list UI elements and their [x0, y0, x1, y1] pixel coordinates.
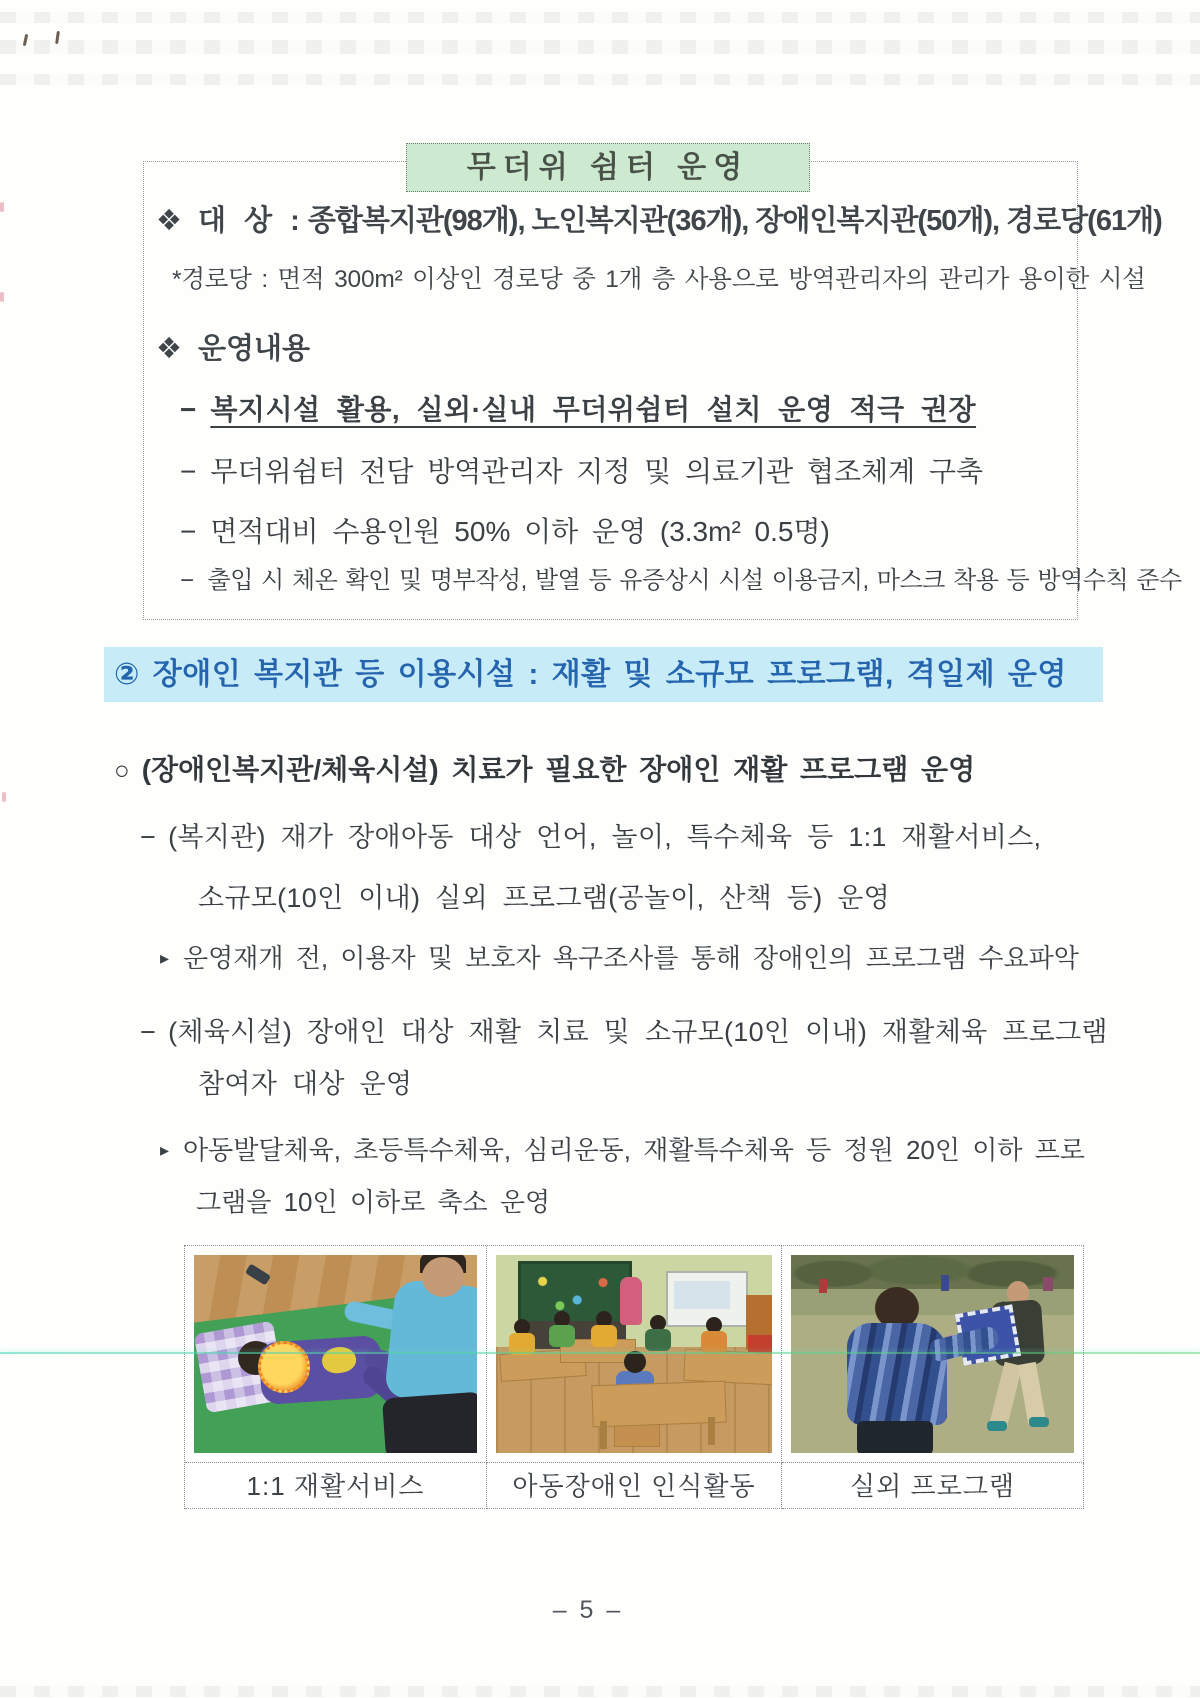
dash-bullet-icon: −	[180, 567, 194, 594]
program-para-text: (체육시설) 장애인 대상 재활 치료 및 소규모(10인 이내) 재활체육 프로그램	[168, 1017, 1108, 1047]
photo-cell	[782, 1246, 1084, 1463]
shelter-item-text: 무더위쉼터 전담 방역관리자 지정 및 의료기관 협조체계 구축	[210, 456, 984, 487]
photo-table	[184, 1245, 1084, 1509]
scan-artifact-line	[0, 1352, 1200, 1354]
program-note-text: 아동발달체육, 초등특수체육, 심리운동, 재활특수체육 등 정원 20인 이하 프로	[183, 1135, 1085, 1165]
child-figure	[645, 1329, 671, 1351]
dash-bullet-icon: −	[180, 516, 197, 547]
triangle-bullet-icon: ▸	[160, 1140, 170, 1160]
child-legs	[857, 1421, 933, 1453]
photo-cell	[487, 1246, 782, 1463]
child-figure	[591, 1325, 617, 1347]
shelter-item-text: 면적대비 수용인원 50% 이하 운영 (3.3m² 0.5명)	[210, 516, 830, 547]
section-banner	[104, 647, 1103, 702]
program-note-line	[160, 1130, 1085, 1167]
scan-speck	[0, 202, 4, 212]
dash-bullet-icon: −	[140, 822, 157, 852]
instructor-shoe	[987, 1421, 1007, 1431]
therapist-head	[422, 1257, 464, 1297]
shelter-item-text: 복지시설 활용, 실외·실내 무더위쉼터 설치 운영 적극 권장	[210, 394, 977, 425]
distant-figure	[1043, 1277, 1053, 1291]
dash-bullet-icon: −	[180, 394, 197, 425]
shelter-item-text: 출입 시 체온 확인 및 명부작성, 발열 등 유증상시 시설 이용금지, 마스크 착용 등 방역수칙 준수	[207, 567, 1182, 594]
desk-leg	[708, 1417, 715, 1445]
scan-noise-band	[0, 1686, 1200, 1697]
child-striped-hoodie	[847, 1323, 947, 1425]
target-value: 종합복지관(98개), 노인복지관(36개), 장애인복지관(50개), 경로당(61개)	[307, 205, 1162, 237]
dash-bullet-icon: −	[140, 1017, 157, 1047]
tree-line	[791, 1255, 1074, 1289]
page-number: – 5 –	[552, 1596, 624, 1624]
scan-noise-band	[0, 12, 1200, 23]
shelter-item-row	[180, 450, 983, 490]
circle-bullet-icon: ○	[114, 755, 130, 785]
scan-noise-band	[0, 74, 1200, 85]
target-row	[156, 198, 1162, 239]
photo-rehab-service	[194, 1255, 477, 1453]
scan-speck	[2, 792, 6, 802]
dash-bullet-icon: −	[180, 456, 197, 487]
distant-figure	[941, 1275, 949, 1291]
operation-contents-row	[156, 326, 310, 367]
section-banner-text: ② 장애인 복지관 등 이용시설 : 재활 및 소규모 프로그램, 격일제 운영	[114, 658, 1067, 691]
red-box	[748, 1335, 772, 1353]
child-figure	[549, 1325, 575, 1347]
teacher-figure	[620, 1277, 642, 1325]
program-note-line: 그램을 10인 이하로 축소 운영	[196, 1187, 551, 1217]
photo-outdoor-program	[791, 1255, 1074, 1453]
contents-label: 운영내용	[198, 333, 311, 365]
photo-caption: 1:1 재활서비스	[185, 1463, 487, 1509]
desk-leg	[600, 1421, 607, 1449]
shelter-item-row	[180, 510, 830, 550]
therapist-torso	[384, 1279, 477, 1406]
program-note-text: 운영재개 전, 이용자 및 보호자 욕구조사를 통해 장애인의 프로그램 수요파악	[183, 943, 1079, 973]
shelter-item-row	[180, 560, 1182, 595]
distant-figure	[819, 1279, 827, 1293]
target-label: 대 상 :	[198, 205, 300, 237]
child-head	[624, 1351, 646, 1373]
program-heading-text: (장애인복지관/체육시설) 치료가 필요한 장애인 재활 프로그램 운영	[141, 754, 976, 785]
instructor-shoe	[1029, 1417, 1049, 1427]
shelter-box-title: 무더위 쉼터 운영	[406, 143, 810, 192]
photo-cell	[185, 1246, 487, 1463]
program-heading	[114, 748, 975, 788]
program-para-line	[140, 1010, 1108, 1049]
instructor-leg	[1018, 1362, 1046, 1424]
diamond-bullet-icon: ❖	[156, 333, 182, 365]
classroom-desk	[683, 1349, 772, 1386]
program-para-line: 소규모(10인 이내) 실외 프로그램(공놀이, 산책 등) 운영	[198, 883, 891, 913]
program-para-line: 참여자 대상 운영	[198, 1069, 413, 1099]
sun-sticker	[258, 1341, 310, 1393]
photo-classroom-activity	[496, 1255, 772, 1453]
phone-on-floor	[245, 1263, 271, 1285]
program-para-line	[140, 815, 1041, 854]
therapist-legs	[382, 1392, 477, 1453]
bulletin-board	[518, 1261, 632, 1325]
shelter-item-row	[180, 388, 976, 428]
photo-caption: 실외 프로그램	[782, 1463, 1084, 1509]
program-note-line	[160, 938, 1079, 975]
target-note: *경로당 : 면적 300m² 이상인 경로당 중 1개 층 사용으로 방역관리자의 관리가 용이한 시설	[172, 266, 1146, 293]
projection-image	[674, 1281, 730, 1309]
triangle-bullet-icon: ▸	[160, 948, 170, 968]
diamond-bullet-icon: ❖	[156, 205, 182, 237]
scan-noise-band	[0, 40, 1200, 54]
classroom-desk	[591, 1381, 726, 1428]
child-figure	[701, 1331, 727, 1353]
instructor-leg	[990, 1362, 1022, 1427]
program-para-text: (복지관) 재가 장애아동 대상 언어, 놀이, 특수체육 등 1:1 재활서비스,	[168, 822, 1042, 852]
photo-caption: 아동장애인 인식활동	[487, 1463, 782, 1509]
scan-speck	[0, 292, 4, 302]
